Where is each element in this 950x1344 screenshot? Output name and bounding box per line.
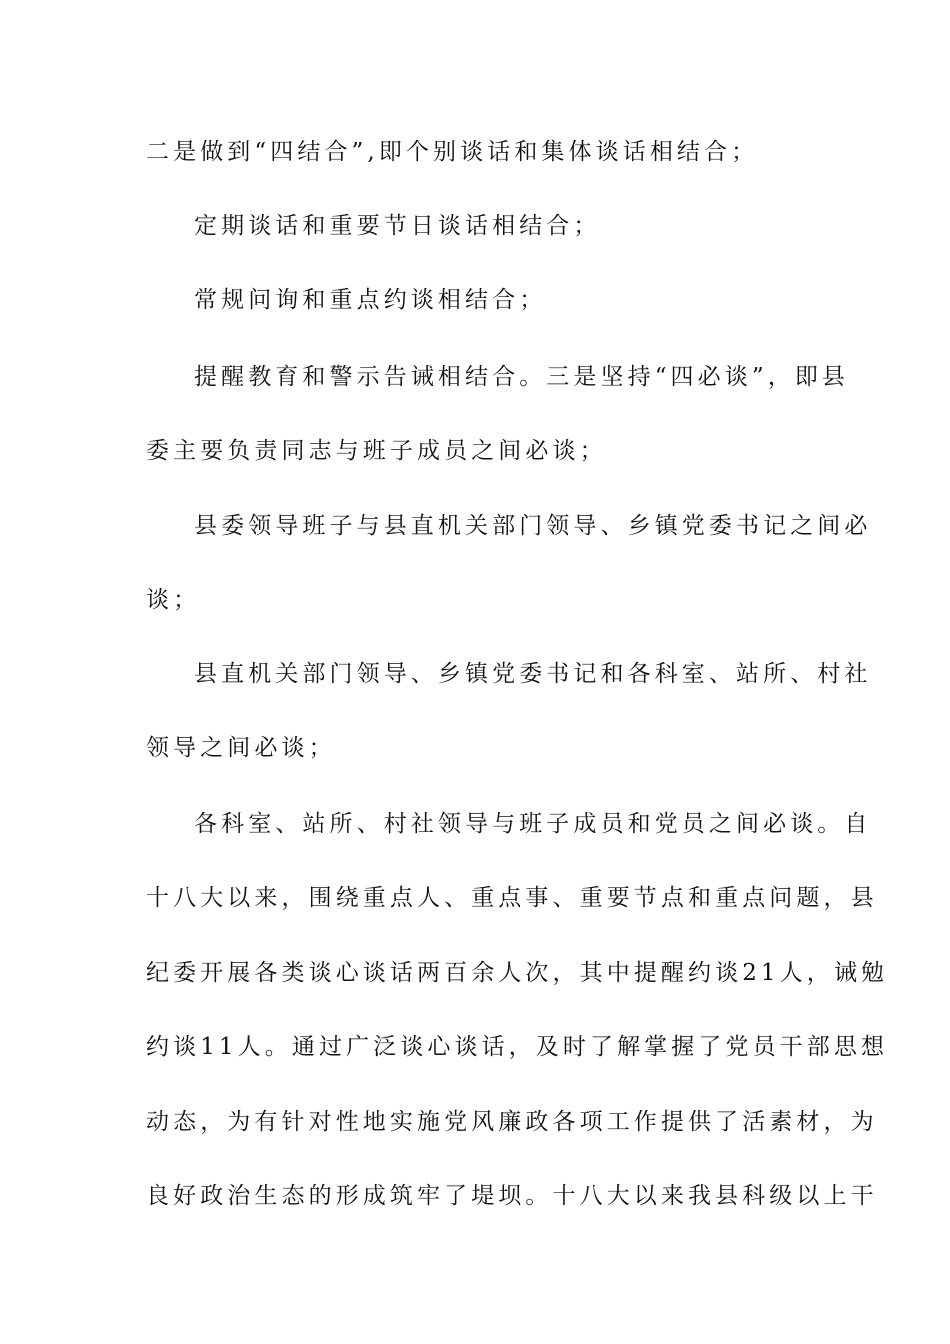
text-line-8: 县直机关部门领导、乡镇党委书记和各科室、站所、村社 — [194, 661, 872, 687]
text-line-3: 常规问询和重点约谈相结合； — [194, 287, 547, 313]
text-line-7: 谈； — [146, 587, 201, 613]
text-line-14: 动态，为有针对性地实施党风廉政各项工作提供了活素材，为 — [146, 1109, 878, 1135]
text-line-15: 良好政治生态的形成筑牢了堤坝。十八大以来我县科级以上干 — [146, 1183, 878, 1209]
text-line-5: 委主要负责同志与班子成员之间必谈； — [146, 438, 607, 464]
text-line-11: 十八大以来，围绕重点人、重点事、重要节点和重点问题，县 — [146, 885, 878, 911]
text-line-6: 县委领导班子与县直机关部门领导、乡镇党委书记之间必 — [194, 513, 872, 539]
text-line-1: 二是做到“四结合”,即个别谈话和集体谈话相结合； — [146, 139, 759, 165]
text-line-13: 约谈11人。通过广泛谈心谈话，及时了解掌握了党员干部思想 — [146, 1034, 889, 1060]
text-line-4: 提醒教育和警示告诫相结合。三是坚持“四必谈”，即县 — [194, 364, 850, 390]
text-line-12: 纪委开展各类谈心谈话两百余人次，其中提醒约谈21人，诫勉 — [146, 960, 889, 986]
text-line-2: 定期谈话和重要节日谈话相结合； — [194, 213, 601, 239]
text-line-10: 各科室、站所、村社领导与班子成员和党员之间必谈。自 — [194, 811, 872, 837]
text-line-9: 领导之间必谈； — [146, 735, 336, 761]
